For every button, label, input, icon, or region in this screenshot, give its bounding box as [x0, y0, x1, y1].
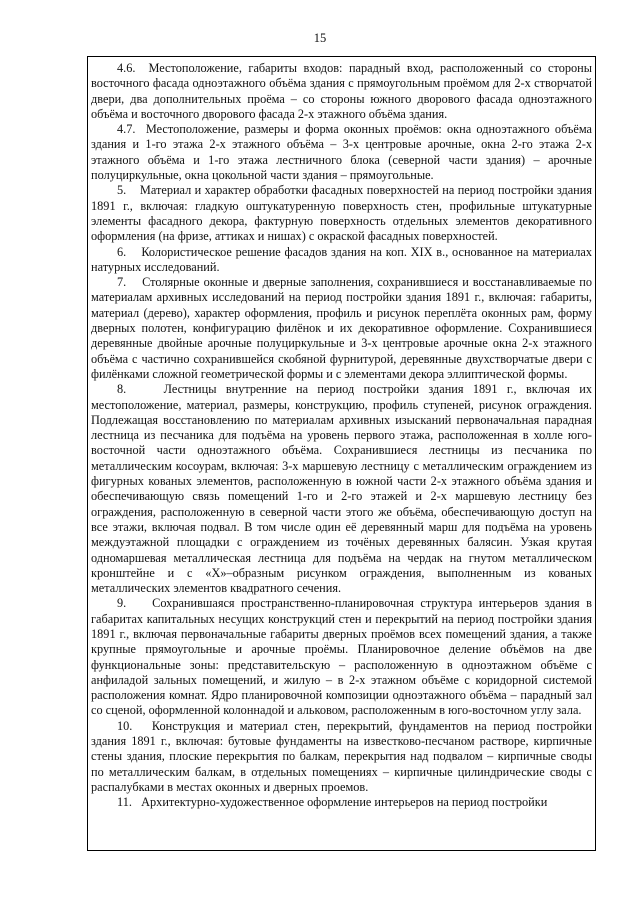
item-text: 8. Лестницы внутренние на период постройки здания 1891 г., включая их местоположение, материал, размеры, конструкцию, профиль ступеней, рисунок ограждения. Подлежащая восстановлению по материалам архивных изысканий первоначальная парадная лестница из песчаника для подъёма на уровень первого этажа, расположенная в холле юго-восточной части одноэтажного объёма. Сохранившиеся лестницы из песчаника по металлическим косоурам, включая: 3-х маршевую лестницу с металлическим ограждением из фигурных кованых элементов, расположенную в южной части 2-х этажного объёма здания и обеспечивающую связь помещений 1-го и 2-го этажей и 2-х маршевую лестницу без ограждения, расположенную в северной части этого же объёма, обеспечивающую доступ на все этажи, включая подвал. В том числе один её деревянный марш для подъёма на уровень междуэтажной площадки с ограждением из точёных деревянных балясин. Узкая крутая одномаршевая металлическая лестница для подъёма на чердак на гнутом металлическом кронштейне и с «Х»–образным рисунком ограждения, выполненным из кованых металлических элементов квадратного сечения. [91, 382, 592, 596]
item-text: 5. Материал и характер обработки фасадных поверхностей на период постройки здания 1891 г., включая: гладкую оштукатуренную поверхность стен, профильные штукатурные элементы фасадного декора, фактурную поверхность отдельных элементов декоративного оформления (на фризе, аттиках и нишах) с окраской фасадных поверхностей. [91, 183, 592, 244]
list-item [91, 275, 592, 382]
list-item [91, 61, 592, 122]
list-item [91, 596, 592, 718]
item-text: 10. Конструкция и материал стен, перекрытий, фундаментов на период постройки здания 1891 г., включая: бутовые фундаменты на известково-песчаном растворе, кирпичные стены здания, плоские перекрытия по балкам, перекрытия над подвалом – кирпичные своды по металлическим балкам, в отдельных помещениях – кирпичные цилиндрические своды с распалубками в местах оконных и дверных проемов. [91, 718, 592, 794]
item-text: 7. Столярные оконные и дверные заполнения, сохранившиеся и восстанавливаемые по материалам архивных исследований на период постройки здания 1891 г., включая: габариты, материал (дерево), характер оформления, профиль и рисунок переплёта оконных рам, форму дверных полотен, конфигурацию филёнок и их декоративное оформление. Сохранившиеся деревянные двойные арочные полуциркульные и 3-х центровые арочные окна 2-х этажного объёма с частично сохранившейся скобяной фурнитурой, деревянные двухстворчатые двери с филёнками сложной геометрической формы и с элементами декора эллиптической формы. [91, 275, 592, 381]
item-text: 4.7. Местоположение, размеры и форма оконных проёмов: окна одноэтажного объёма здания и 1-го этажа 2-х этажного объёма – 3-х центровые арочные, окна 2-го этажа 2-х этажного объёма и 1-го этажа лестничного блока (северной части здания) – арочные полуциркульные, окна цокольной части здания – прямоугольные. [91, 122, 592, 183]
list-item [91, 183, 592, 244]
list-item [91, 719, 592, 795]
list-item [91, 382, 592, 596]
list-item [91, 795, 592, 810]
item-text: 9. Сохранившаяся пространственно-планировочная структура интерьеров здания в габаритах капитальных несущих конструкций стен и перекрытий на период постройки здания 1891 г., включая первоначальные габариты дверных проёмов всех помещений здания, а также крупные прямоугольные и арочные проёмы. Планировочное деление объёмов на две функциональные зоны: представительскую – расположенную в одноэтажном объёме с анфиладой зальных помещений, и жилую – в 2-х этажном объёме с коридорной системой расположения комнат. Ядро планировочной композиции одноэтажного объёма – парадный зал со сценой, оформленной колоннадой и альковом, расположенным в юго-восточном углу зала. [91, 596, 592, 718]
list-item [91, 122, 592, 183]
text-frame [87, 56, 596, 851]
item-text: 11. Архитектурно-художественное оформление интерьеров на период постройки [117, 795, 548, 810]
list-item [91, 245, 592, 276]
item-text: 6. Колористическое решение фасадов здания на коп. XIX в., основанное на материалах натурных исследований. [91, 244, 592, 274]
page-number: 15 [313, 31, 327, 45]
item-text: 4.6. Местоположение, габариты входов: парадный вход, расположенный со стороны восточного фасада одноэтажного объёма здания с прямоугольным проёмом для 2-х створчатой двери, два дополнительных проёма – со стороны южного дворового фасада одноэтажного объёма и восточного дворового фасада 2-х этажного объёма здания. [91, 61, 592, 121]
